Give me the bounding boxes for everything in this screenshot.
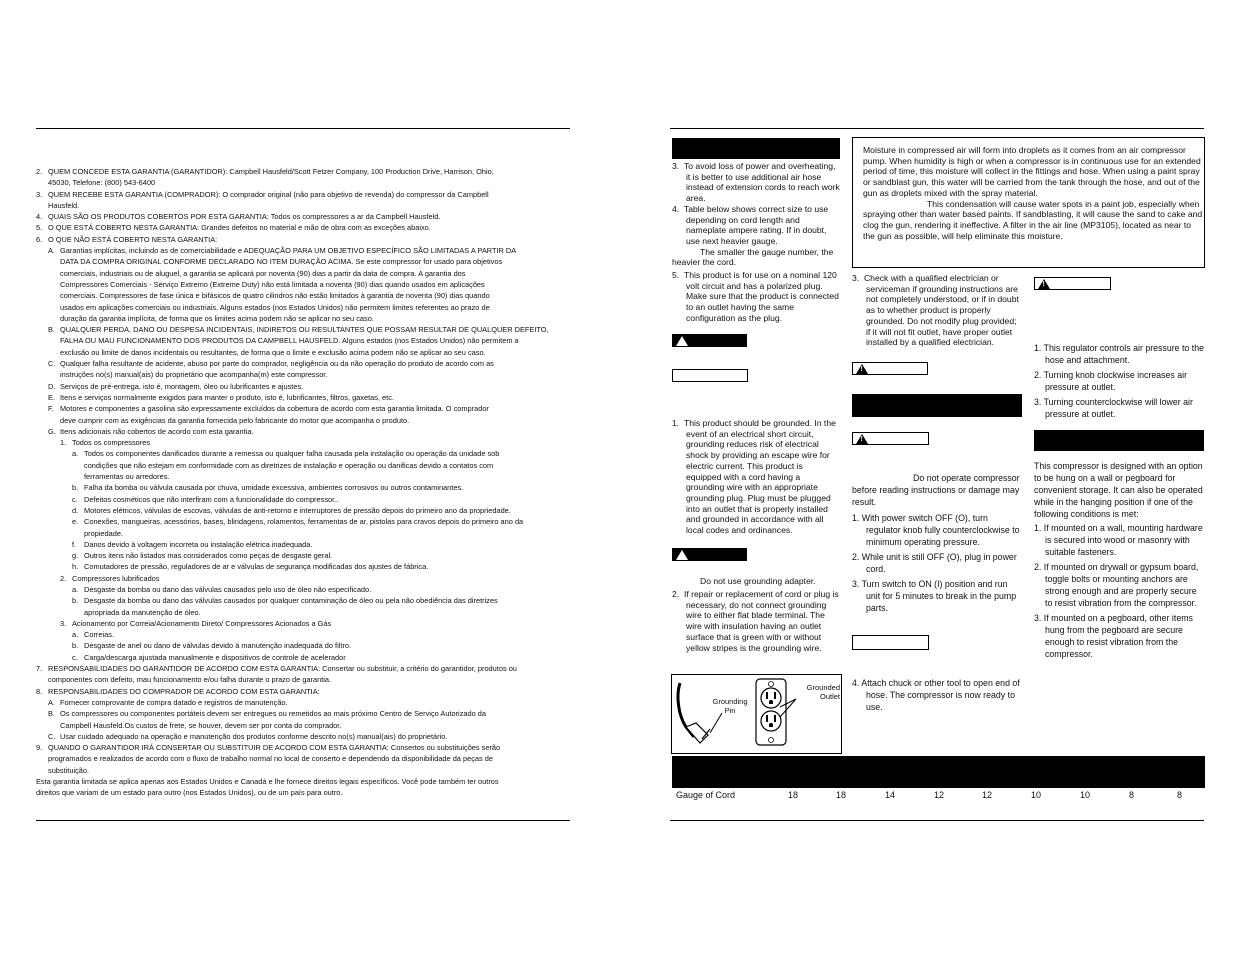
- gauge-note: The smaller the gauge number, the heavier the cord.: [672, 246, 834, 268]
- warranty-line: [36, 448, 571, 459]
- warranty-line: [36, 708, 571, 719]
- warranty-line-text: Danos devido à voltagem incorreta ou instalação elétrica inadequada.: [84, 539, 313, 549]
- warranty-line-text: QUAIS SÃO OS PRODUTOS COBERTOS POR ESTA GARANTIA: Todos os compressores a ar da Campbell Hausfeld.: [48, 212, 441, 222]
- warranty-line-number: G.: [48, 426, 56, 436]
- start-up-step: 3. Turn switch to ON (I) position and run unit for 5 minutes to break in the pump parts.: [852, 579, 1017, 613]
- warranty-line-text: O QUE ESTÁ COBERTO NESTA GARANTIA: Grandes defeitos no material e mão de obra com as exceções abaixo.: [48, 223, 431, 233]
- warranty-line-text: Fornecer comprovante de compra datado e registros de manutenção.: [60, 697, 288, 707]
- gauge-row-label: Gauge of Cord: [676, 790, 736, 800]
- warranty-line-text: instruções no(s) manual(ais) do proprietário que acompanha(m) este compressor.: [60, 370, 328, 380]
- gauge-table-row: [672, 790, 1205, 802]
- warranty-line-text: Defeitos cosméticos que não interfiram com a funcionalidade do compressor..: [84, 494, 339, 504]
- warranty-line-text: O QUE NÃO ESTÁ COBERTO NESTA GARANTIA:: [48, 234, 218, 244]
- warranty-line: [36, 392, 571, 403]
- bottom-rule-left: [36, 820, 570, 821]
- warranty-line-number: 4.: [36, 212, 43, 222]
- warranty-line-text: Motores elétricos, válvulas de escovas, válvulas de anti-retorno e interruptores de pressão depois do primeiro ano da propriedade.: [84, 505, 511, 515]
- danger-label-box-2: [672, 548, 747, 561]
- warranty-line: [36, 268, 571, 279]
- warranty-line: [36, 765, 571, 776]
- warranty-line-text: apropriada da manutenção de óleo.: [84, 607, 201, 617]
- item-5-text: This product is for use on a nominal 120 volt circuit and has a polarized plug. Make sure that the product is connected to an outlet having the same configuration as the plug.: [683, 270, 839, 323]
- warning-label-box-3: [1034, 277, 1111, 290]
- moisture-para-2: This condensation will cause water spots in a paint job, especially when spraying other than water based paints. If sandblasting, it will cause the sand to cake and clog the gun, rendering it ineffective. A filter in the air line (MP3105), located as near to the gun as possible, will help eliminate this moisture.: [863, 198, 1203, 241]
- warranty-line: [36, 189, 571, 200]
- gauge-value: 10: [1080, 790, 1091, 800]
- regulator-item-text: Turning knob clockwise increases air pressure at outlet.: [1043, 370, 1188, 392]
- warranty-line: [36, 595, 571, 606]
- grounding-figure: [671, 674, 842, 754]
- warranty-line-number: 6.: [36, 234, 43, 244]
- warranty-line: [36, 505, 571, 516]
- warranty-line: [36, 584, 571, 595]
- section-header-bar: [672, 138, 840, 159]
- warranty-line-number: d.: [72, 505, 79, 515]
- warranty-line-number: f.: [72, 539, 77, 549]
- warranty-line-number: A.: [48, 246, 55, 256]
- warranty-line-number: 2.: [36, 167, 43, 176]
- warranty-line-number: 8.: [36, 686, 43, 696]
- warranty-line-text: Motores e componentes a gasolina são expressamente excluídos da cobertura de acordo com esta garantia limitada. O comprador: [60, 404, 489, 414]
- warranty-line-text: Falha da bomba ou válvula causada por chuva, umidade excessiva, ambientes corrosivos ou outros contaminantes.: [84, 483, 464, 493]
- warranty-line: [36, 426, 571, 437]
- warranty-line-number: E.: [48, 392, 55, 402]
- warranty-line-number: b.: [72, 483, 79, 493]
- warranty-line: [36, 629, 571, 640]
- warranty-line-text: Campbell Hausfeld.Os custos de frete, se houver, devem ser por conta do comprador.: [60, 720, 342, 730]
- warranty-line-text: condições que não estejam em conformidade com as diretrizes de instalação e operação ou danificas devido a contatos com: [84, 460, 494, 470]
- warranty-line-text: 45030, Telefone: (800) 543-6400: [48, 178, 156, 188]
- warranty-line-text: QUEM CONCEDE ESTA GARANTIA (GARANTIDOR): Campbell Hausfeld/Scott Fetzer Company, 100 Production Drive, Harrison, Ohio,: [48, 167, 494, 176]
- hanging-intro: This compressor is designed with an option to be hung on a wall or pegboard for convenient storage. It can also be operated while in the hanging position if one of the following conditions is met:: [1034, 461, 1203, 519]
- warranty-line-number: b.: [72, 641, 79, 651]
- warranty-line-text: Todos os compressores: [72, 438, 151, 448]
- warranty-line-text: substituição.: [48, 765, 90, 775]
- warranty-line-number: a.: [72, 584, 79, 594]
- warranty-line-text: Qualquer falha resultante de acidente, abuso por parte do comprador, negligência ou da não operação do produto de acordo com as: [60, 359, 494, 369]
- do-not-operate-text: [852, 472, 1022, 508]
- warranty-line-text: programados e realizados de acordo com o fluxo de trabalho normal no local de conserto e dependendo da disponibilidade da peças de: [48, 754, 493, 764]
- extension-cord-text: 3. To avoid loss of power and overheating, it is better to use additional air hose instead of extension cords to reach work area. 4. Table below shows correct size to use depending on cord length and nameplate ampere rating. If in doubt, use next heavier gauge. The smaller the gauge number, the heavier the cord. 5. This product is for use on a nominal 120 volt circuit and has a polarized plug. Make sure that the product is connected to an outlet having the same configuration as the plug.: [672, 161, 840, 323]
- warranty-line-number: c.: [72, 652, 78, 662]
- operation-header-bar: [852, 394, 1022, 417]
- warranty-line-text: Desgaste da bomba ou dano das válvulas causados por qualquer contaminação de óleo ou pela não obediência das diretrizes: [84, 596, 498, 606]
- warranty-line-text: propiedade.: [84, 528, 124, 538]
- warranty-line-text: Itens e serviços normalmente exigidos para manter o produto, isto é, lubrificantes, filtros, gaxetas, etc.: [60, 392, 394, 402]
- start-up-step-text: With power switch OFF (O), turn regulator knob fully counterclockwise to minimum operating pressure.: [861, 513, 1020, 547]
- bottom-rule-right: [670, 820, 1204, 821]
- gauge-value: 10: [1031, 790, 1042, 800]
- warranty-line: [36, 166, 571, 177]
- warranty-line-number: e.: [72, 517, 79, 527]
- grounding-pin-label: Grounding Pin: [712, 697, 748, 715]
- warranty-line: [36, 279, 571, 290]
- step-4-para: Attach chuck or other tool to open end of hose. The compressor is now ready to use.: [861, 678, 1020, 712]
- warranty-line-text: Desgaste de anel ou dano de válvulas devido à manutenção inadequada do filtro.: [84, 641, 352, 651]
- warranty-line-number: 7.: [36, 664, 43, 674]
- gauge-value: 12: [934, 790, 945, 800]
- warranty-line-text: Comutadores de pressão, reguladores de ar e válvulas de segurança modificadas dos ajustes de fábrica.: [84, 562, 429, 572]
- warranty-line-text: duração da garantia implícita, de forma que os limites acima podem não se aplicar no seu caso.: [60, 313, 374, 323]
- warranty-line-text: comerciais, industriais ou de aluguel, a garantia se aplicará por noventa (90) dias a partir da data de compra. A garantia dos: [60, 268, 466, 278]
- regulator-item: 3. Turning counterclockwise will lower air pressure at outlet.: [1034, 397, 1193, 419]
- top-rule-right: [670, 128, 1204, 129]
- moisture-para-1: Moisture in compressed air will form into droplets as it comes from an air compressor pump. When humidity is high or when a compressor is in continuous use for an extended period of time, this moisture will collect in the fittings and hose. When using a paint spray or sandblast gun, this water will be carried from the tank through the hose, and out of the gun as droplets mixed with the spray material.: [863, 145, 1201, 198]
- regulator-list: [1034, 342, 1204, 423]
- warranty-line-text: Conexões, mangueiras, acessórios, bases, blindagens, rolamentos, ferramentas de ar, pistolas para cravos depois do primeiro ano da: [84, 517, 524, 527]
- warranty-line-number: 9.: [36, 743, 43, 753]
- warranty-line-text: exclusão ou limite de danos incidentais ou resultantes, de forma que o limite e exclusão acima podem não se aplicar ao seu caso.: [60, 347, 486, 357]
- regulator-item: 2. Turning knob clockwise increases air pressure at outlet.: [1034, 370, 1188, 392]
- warranty-line-text: Desgaste da bomba ou dano das válvulas causados pelo uso de óleo não especificado.: [84, 584, 372, 594]
- warranty-line: [36, 618, 571, 629]
- warranty-line: [36, 573, 571, 584]
- warranty-line: [36, 742, 571, 753]
- item-3-text: To avoid loss of power and overheating, it is better to use additional air hose instead of extension cords to reach work area.: [683, 161, 840, 204]
- warranty-line: [36, 663, 571, 674]
- warranty-line-text: comerciais. Compressores de fase única e bifásicos de quatro cilindros não estão limitados à garantia de noventa (90) dias quando: [60, 291, 490, 301]
- grounding-text: 1. This product should be grounded. In the event of an electrical short circuit, grounding reduces risk of electrical shock by providing an escape wire for electric current. This product is equipped with a cord having a grounding wire with an appropriate grounding plug. Plug must be plugged into an outlet that is properly installed and grounded in accordance with all local codes and ordinances.: [672, 418, 836, 536]
- warranty-line-number: a.: [72, 449, 79, 459]
- col2-item-3: Check with a qualified electrician or serviceman if grounding instructions are not completely understood, or if in doubt as to whether product is properly grounded. Do not modify plug provided; if it will not fit outlet, have proper outlet installed by a qualified electrician.: [863, 273, 1019, 348]
- warranty-line: [36, 686, 571, 697]
- grounding-item-1: This product should be grounded. In the event of an electrical short circuit, grounding reduces risk of electrical shock by providing an escape wire for electric current. This product is equipped with a cord having a grounding wire with an appropriate grounding plug. Plug must be plugged into an outlet that is properly installed and grounded in accordance with all local codes and ordinances.: [683, 418, 836, 536]
- warranty-line: [36, 234, 571, 245]
- warranty-line-text: DATA DA COMPRA ORIGINAL CONFORME DECLARADO NO ITEM DURAÇÃO ACIMA. Se este compressor for usado para objetivos: [60, 257, 503, 267]
- warranty-line-number: 1.: [60, 438, 67, 448]
- warranty-line: [36, 302, 571, 313]
- start-up-steps: [852, 512, 1022, 617]
- warranty-line: [36, 482, 571, 493]
- hanging-header-bar: [1034, 430, 1204, 451]
- warranty-line: [36, 381, 571, 392]
- warranty-line: [36, 776, 571, 787]
- warranty-line-number: h.: [72, 562, 79, 572]
- gauge-value: 8: [1177, 790, 1183, 800]
- no-adapter-text: Do not use grounding adapter.: [700, 576, 816, 586]
- warranty-line-text: QUALQUER PERDA, DANO OU DESPESA INCIDENTAIS, INDIRETOS OU RESULTANTES QUE POSSAM RESULTAR DE QUALQUER DEFEITO,: [60, 325, 549, 335]
- warranty-line-text: RESPONSABILIDADES DO GARANTIDOR DE ACORDO COM ESTA GARANTIA: Consertar ou substituir, a critério do garantidor, produtos ou: [48, 664, 517, 674]
- warranty-line-number: B.: [48, 325, 55, 335]
- warranty-line-text: Esta garantia limitada se aplica apenas aos Estados Unidos e Canadá e lhe fornece direitos legais específicos. Você pode também ter outros: [36, 777, 499, 787]
- warranty-line: [36, 437, 571, 448]
- warranty-line-text: Compressores lubrificados: [72, 573, 160, 583]
- warranty-line: [36, 460, 571, 471]
- warranty-line-number: 3.: [60, 618, 67, 628]
- hanging-item-text: If mounted on a wall, mounting hardware is secured into wood or masonry with suitable fasteners.: [1043, 523, 1203, 557]
- do-not-operate-para: Do not operate compressor before reading instructions or damage may result.: [852, 473, 1020, 507]
- warranty-line: [36, 245, 571, 256]
- warranty-line-text: FALHA OU MAU FUNCIONAMENTO DOS PRODUTOS DA CAMPBELL HAUSFELD. Alguns estados (nos Estados Unidos) não permitem a: [60, 336, 519, 346]
- danger-label-box: [672, 334, 747, 347]
- warranty-line: [36, 528, 571, 539]
- warranty-line-text: Acionamento por Correia/Acionamento Direto/ Compressores Acionados a Gás: [72, 618, 332, 628]
- warranty-line: [36, 415, 571, 426]
- warning-label-box: [852, 362, 928, 375]
- warranty-line-text: Compressores Comerciais - Serviço Extremo (Extreme Duty) não está limitada a noventa (90) dias quando usados em aplicações: [60, 279, 485, 289]
- hanging-item: 2. If mounted on drywall or gypsum board, toggle bolts or mounting anchors are strong enough and are properly secure to resist vibration from the compressor.: [1034, 562, 1199, 608]
- warranty-line-text: usados em aplicações comerciais ou industriais. Alguns estados (nos Estados Unidos) não permitem limites referentes ao prazo de: [60, 302, 490, 312]
- grounded-outlet-label: Grounded Outlet: [806, 683, 840, 701]
- warranty-line: [36, 347, 571, 358]
- warranty-line-text: Todos os componentes danificados durante a remessa ou qualquer falha causada pela instalação ou operação da unidade sob: [84, 449, 500, 459]
- item-4-text: Table below shows correct size to use depending on cord length and nameplate ampere rating. If in doubt, use next heavier gauge.: [683, 203, 829, 246]
- warranty-line: [36, 471, 571, 482]
- warranty-line-number: 3.: [36, 189, 43, 199]
- warranty-line: [36, 335, 571, 346]
- electrician-text: 3. Check with a qualified electrician or serviceman if grounding instructions are not completely understood, or if in doubt as to whether product is properly grounded. Do not modify plug provided; if it will not fit outlet, have proper outlet installed by a qualified electrician.: [852, 273, 1019, 348]
- warranty-line: [36, 256, 571, 267]
- top-rule-left: [36, 128, 570, 129]
- gauge-table-header: [672, 756, 1205, 788]
- warranty-line-number: B.: [48, 709, 55, 719]
- gauge-value: 14: [885, 790, 896, 800]
- hanging-item-text: If mounted on drywall or gypsum board, toggle bolts or mounting anchors are strong enough and are properly secure to resist vibration from the compressor.: [1043, 562, 1199, 608]
- warranty-line: [36, 369, 571, 380]
- start-up-step: 2. While unit is still OFF (O), plug in power cord.: [852, 552, 1017, 574]
- regulator-item-text: Turning counterclockwise will lower air pressure at outlet.: [1043, 397, 1193, 419]
- warranty-line-number: 5.: [36, 223, 43, 233]
- warranty-line-text: Correias.: [84, 630, 114, 640]
- repair-text: 2. If repair or replacement of cord or plug is necessary, do not connect grounding wire to either flat blade terminal. The wire with insulation having an outlet surface that is green with or without yellow stripes is the grounding wire.: [672, 589, 839, 653]
- warranty-line-text: Os compressores ou componentes portáteis devem ser entregues ou remetidos ao mais próximo Centro de Serviço Autorizado da: [60, 709, 486, 719]
- warning-label-box-2: [852, 432, 929, 445]
- gauge-value: 18: [788, 790, 799, 800]
- warranty-line-text: Carga/descarga ajustada manualmente e dispositivos de controle de acelerador: [84, 652, 346, 662]
- warranty-line-text: Outros itens não listados mas considerados como peças de desgaste geral.: [84, 551, 333, 561]
- warranty-line: [36, 324, 571, 335]
- warranty-line: [36, 403, 571, 414]
- warranty-line: [36, 753, 571, 764]
- warranty-line-number: D.: [48, 381, 56, 391]
- warranty-line: [36, 516, 571, 527]
- warranty-line-text: QUEM RECEBE ESTA GARANTIA (COMPRADOR): O comprador original (não para objetivo de revenda) do compressor da Campbell: [48, 189, 489, 199]
- warranty-line-number: 2.: [60, 573, 67, 583]
- warranty-line: [36, 177, 571, 188]
- gauge-value: 18: [836, 790, 847, 800]
- warranty-line-text: componentes com defeito, mau funcionamento e/ou falha durante o prazo de garantia.: [48, 675, 332, 685]
- warranty-line: [36, 550, 571, 561]
- warranty-line-text: QUANDO O GARANTIDOR IRÁ CONSERTAR OU SUBSTITUIR DE ACORDO COM ESTA GARANTIA: Consertos ou substituições serão: [48, 743, 501, 753]
- hanging-item: 3. If mounted on a pegboard, other items hung from the pegboard are secure enough to resist vibration from the compressor.: [1034, 613, 1193, 659]
- warranty-line-number: A.: [48, 697, 55, 707]
- warranty-line: [36, 358, 571, 369]
- warranty-line: [36, 200, 571, 211]
- warranty-line-text: ferramentas ou arredores.: [84, 472, 170, 482]
- gauge-value: 8: [1129, 790, 1135, 800]
- warranty-line: [36, 674, 571, 685]
- warranty-line-text: Usar cuidado adequado na operação e manutenção dos produtos conforme descrito no(s) manual(ais) do proprietário.: [60, 731, 448, 741]
- warranty-line-text: Serviços de pré-entrega, isto é, montagem, óleo ou lubrificantes e ajustes.: [60, 381, 304, 391]
- warranty-line-number: F.: [48, 404, 54, 414]
- gauge-value: 12: [982, 790, 993, 800]
- warranty-line: [36, 731, 571, 742]
- warranty-line: [36, 313, 571, 324]
- warranty-line-number: g.: [72, 551, 79, 561]
- warranty-line: [36, 607, 571, 618]
- note-label-box: [852, 635, 929, 650]
- warranty-line-number: C.: [48, 731, 56, 741]
- warranty-line-text: Itens adicionais não cobertos de acordo com esta garantia.: [60, 426, 254, 436]
- hanging-item-text: If mounted on a pegboard, other items hung from the pegboard are secure enough to resist vibration from the compressor.: [1043, 613, 1193, 659]
- warranty-line: [36, 697, 571, 708]
- hanging-text: [1034, 460, 1204, 663]
- regulator-item-text: This regulator controls air pressure to the hose and attachment.: [1043, 343, 1204, 365]
- start-up-step: 1. With power switch OFF (O), turn regulator knob fully counterclockwise to minimum operating pressure.: [852, 513, 1020, 547]
- step-4-text: 4. Attach chuck or other tool to open end of hose. The compressor is now ready to use.: [852, 678, 1020, 712]
- warranty-line: [36, 720, 571, 731]
- warranty-line-number: a.: [72, 630, 79, 640]
- warranty-line-text: deve cumprir com as exigências da garantia fornecida pelo fabricante do motor que acompanha o produto.: [60, 415, 410, 425]
- warranty-line-number: b.: [72, 596, 79, 606]
- moisture-note-box: [852, 137, 1205, 268]
- grounding-item-2: If repair or replacement of cord or plug is necessary, do not connect grounding wire to either flat blade terminal. The wire with insulation having an outlet surface that is green with or without yellow stripes is the grounding wire.: [683, 589, 839, 653]
- warranty-line: [36, 539, 571, 550]
- warranty-line: [36, 561, 571, 572]
- warranty-line: [36, 222, 571, 233]
- hanging-item: 1. If mounted on a wall, mounting hardware is secured into wood or masonry with suitable fasteners.: [1034, 523, 1203, 557]
- start-up-step-text: While unit is still OFF (O), plug in power cord.: [861, 552, 1017, 574]
- warranty-line: [36, 652, 571, 663]
- warranty-line-text: RESPONSABILIDADES DO COMPRADOR DE ACORDO COM ESTA GARANTIA:: [48, 686, 320, 696]
- warranty-line-text: Garantias implícitas, incluindo as de comerciabilidade e ADEQUAÇÃO PARA UM OBJETIVO ESPECÍFICO SÃO LIMITADAS A PARTIR DA: [60, 246, 517, 256]
- warranty-line: [36, 640, 571, 651]
- warranty-line: [36, 787, 571, 798]
- warranty-line-text: direitos que variam de um estado para outro (nos Estados Unidos), ou de um país para outro.: [36, 788, 343, 798]
- regulator-item: 1. This regulator controls air pressure to the hose and attachment.: [1034, 343, 1204, 365]
- warranty-line: [36, 494, 571, 505]
- start-up-step-text: Turn switch to ON (I) position and run unit for 5 minutes to break in the pump parts.: [861, 579, 1017, 613]
- warranty-line: [36, 211, 571, 222]
- caution-label-box: [672, 369, 748, 382]
- warranty-line-text: Hausfeld.: [48, 200, 80, 210]
- warranty-line-number: C.: [48, 359, 56, 369]
- warranty-line-number: c.: [72, 494, 78, 504]
- warranty-line: [36, 290, 571, 301]
- warranty-text-pt: [36, 166, 571, 799]
